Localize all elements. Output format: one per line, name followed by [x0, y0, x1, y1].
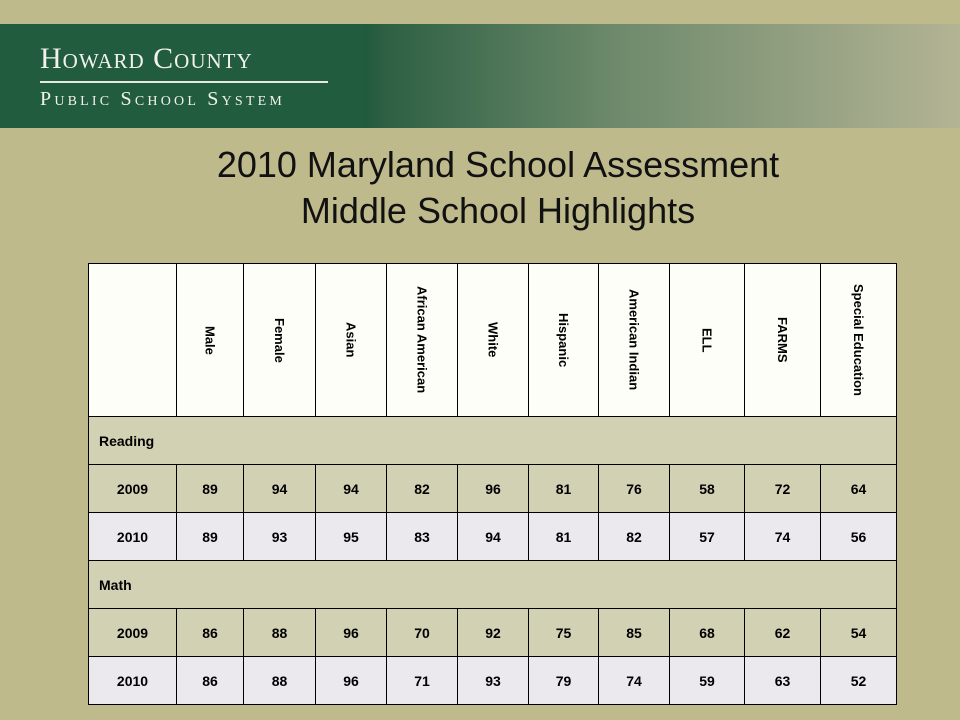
table-row — [89, 657, 897, 705]
column-header: White — [458, 264, 529, 417]
year-cell: 2010 — [89, 657, 177, 705]
table-cell: 82 — [387, 465, 458, 513]
table-cell: 79 — [529, 657, 599, 705]
column-header: Male — [177, 264, 244, 417]
column-header: FARMS — [745, 264, 821, 417]
column-header: American Indian — [599, 264, 670, 417]
section-row-math — [89, 561, 897, 609]
logo-divider — [40, 81, 328, 83]
logo-org-name: Howard County — [40, 42, 253, 75]
table-cell: 93 — [244, 513, 316, 561]
table-row — [89, 513, 897, 561]
district-logo — [0, 24, 365, 128]
column-header: Female — [244, 264, 316, 417]
table-cell: 76 — [599, 465, 670, 513]
header-banner — [0, 24, 960, 128]
year-cell: 2010 — [89, 513, 177, 561]
table-cell: 64 — [821, 465, 897, 513]
year-cell: 2009 — [89, 609, 177, 657]
table-cell: 81 — [529, 465, 599, 513]
slide-title-line2: Middle School Highlights — [300, 190, 696, 231]
table-cell: 88 — [244, 657, 316, 705]
table-cell: 86 — [177, 609, 244, 657]
header-corner-cell — [89, 264, 177, 417]
table-cell: 74 — [745, 513, 821, 561]
column-header: African American — [387, 264, 458, 417]
table-cell: 81 — [529, 513, 599, 561]
column-header: Special Education — [821, 264, 897, 417]
table-cell: 88 — [244, 609, 316, 657]
table-cell: 93 — [458, 657, 529, 705]
table-row — [89, 465, 897, 513]
table-cell: 96 — [316, 657, 387, 705]
section-label: Math — [89, 561, 897, 609]
table-cell: 59 — [670, 657, 745, 705]
table-cell: 57 — [670, 513, 745, 561]
table-cell: 96 — [316, 609, 387, 657]
column-header: Asian — [316, 264, 387, 417]
table-cell: 52 — [821, 657, 897, 705]
slide-title-line1: 2010 Maryland School Assessment — [216, 144, 780, 185]
results-table — [88, 263, 897, 705]
table-cell: 71 — [387, 657, 458, 705]
table-cell: 85 — [599, 609, 670, 657]
table-cell: 94 — [458, 513, 529, 561]
section-label: Reading — [89, 417, 897, 465]
table-cell: 89 — [177, 513, 244, 561]
table-cell: 56 — [821, 513, 897, 561]
table-cell: 92 — [458, 609, 529, 657]
table-cell: 58 — [670, 465, 745, 513]
table-cell: 86 — [177, 657, 244, 705]
table-row — [89, 609, 897, 657]
table-cell: 68 — [670, 609, 745, 657]
table-cell: 96 — [458, 465, 529, 513]
table-cell: 75 — [529, 609, 599, 657]
logo-org-subtitle: Public School System — [40, 88, 286, 110]
table-cell: 74 — [599, 657, 670, 705]
table-cell: 54 — [821, 609, 897, 657]
column-header: Hispanic — [529, 264, 599, 417]
table-cell: 89 — [177, 465, 244, 513]
slide-title — [0, 142, 960, 234]
table-cell: 63 — [745, 657, 821, 705]
column-header: ELL — [670, 264, 745, 417]
table-cell: 62 — [745, 609, 821, 657]
table-cell: 70 — [387, 609, 458, 657]
table-cell: 82 — [599, 513, 670, 561]
section-row-reading — [89, 417, 897, 465]
table-cell: 83 — [387, 513, 458, 561]
table-header-row — [89, 264, 897, 417]
table-cell: 95 — [316, 513, 387, 561]
table-cell: 72 — [745, 465, 821, 513]
table-cell: 94 — [244, 465, 316, 513]
year-cell: 2009 — [89, 465, 177, 513]
table-cell: 94 — [316, 465, 387, 513]
